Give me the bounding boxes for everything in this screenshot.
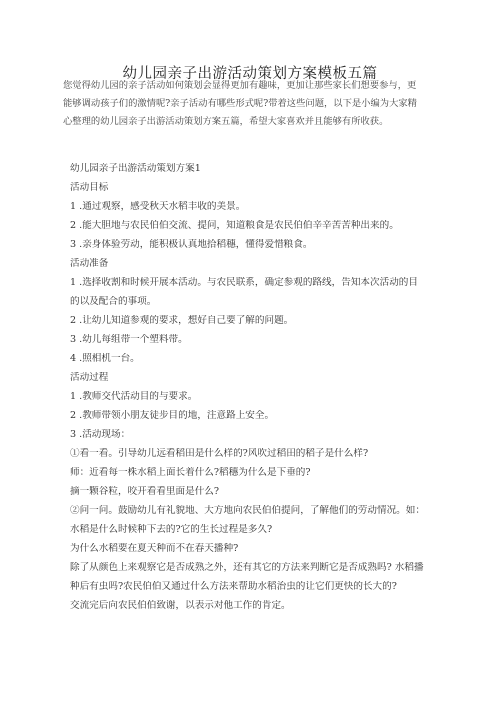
- document-title: 幼儿园亲子出游活动策划方案模板五篇: [122, 66, 378, 82]
- intro-line-1: 您觉得幼儿园的亲子活动如何策划会显得更加有趣味，更加让那些家长们想要参与，更: [63, 80, 417, 91]
- ask-question-1: 水稻是什么时候种下去的?它的生长过程是多久?: [70, 524, 273, 535]
- look-step: ①看一看。引导幼儿远看稻田是什么样的?风吹过稻田的稻子是什么样?: [70, 448, 369, 459]
- intro-line-2: 能够调动孩子们的激情呢?亲子活动有哪些形式呢?带着这些问题，以下是小编为大家精: [63, 98, 417, 109]
- prep-1: 1 .选择收割和时候开展本活动。与农民联系，确定参观的路线，告知本次活动的目: [70, 277, 418, 288]
- teacher-question: 师：近看每一株水稻上面长着什么?稻穗为什么是下垂的?: [70, 467, 311, 478]
- prep-2: 2 .让幼儿知道参观的要求，想好自己要了解的问题。: [70, 315, 294, 326]
- subheading-goals: 活动目标: [70, 182, 109, 193]
- subheading-process: 活动过程: [70, 372, 109, 383]
- thanks-line: 交流完后向农民伯伯致谢，以表示对他工作的肯定。: [70, 600, 291, 611]
- process-3: 3 .活动现场：: [70, 429, 131, 440]
- process-2: 2 .教师带领小朋友徒步目的地，注意路上安全。: [70, 410, 275, 421]
- prep-3: 3 .幼儿每组带一个塑料带。: [70, 334, 188, 345]
- ask-question-3-cont: 种后有虫吗?农民伯伯又通过什么方法来帮助水稻治虫的让它们更快的长大的?: [70, 581, 397, 592]
- ask-question-2: 为什么水稻要在夏天种而不在春天播种?: [70, 543, 239, 554]
- grain-question: 摘一颗谷粒，咬开看看里面是什么?: [70, 486, 220, 497]
- goal-1: 1 .通过观察，感受秋天水稻丰收的美景。: [70, 201, 246, 212]
- goal-3: 3 .亲身体验劳动，能积极认真地拾稻穗，懂得爱惜粮食。: [70, 239, 313, 250]
- ask-question-3: 除了从颜色上来观察它是否成熟之外，还有其它的方法来判断它是否成熟吗? 水稻播: [70, 562, 424, 573]
- goal-2: 2 .能大胆地与农民伯伯交流、提问，知道粮食是农民伯伯辛辛苦苦种出来的。: [70, 220, 399, 231]
- process-1: 1 .教师交代活动目的与要求。: [70, 391, 198, 402]
- intro-line-3: 心整理的幼儿园亲子出游活动策划方案五篇，希望大家喜欢并且能够有所收获。: [63, 116, 389, 127]
- ask-step: ②问一问。鼓励幼儿有礼貌地、大方地向农民伯伯提问，了解他们的劳动情况。如：: [70, 505, 425, 516]
- subheading-preparation: 活动准备: [70, 258, 109, 269]
- section-heading-plan-1: 幼儿园亲子出游活动策划方案1: [70, 163, 201, 174]
- prep-4: 4 .照相机一台。: [70, 353, 140, 364]
- prep-1-cont: 的以及配合的事项。: [70, 296, 157, 307]
